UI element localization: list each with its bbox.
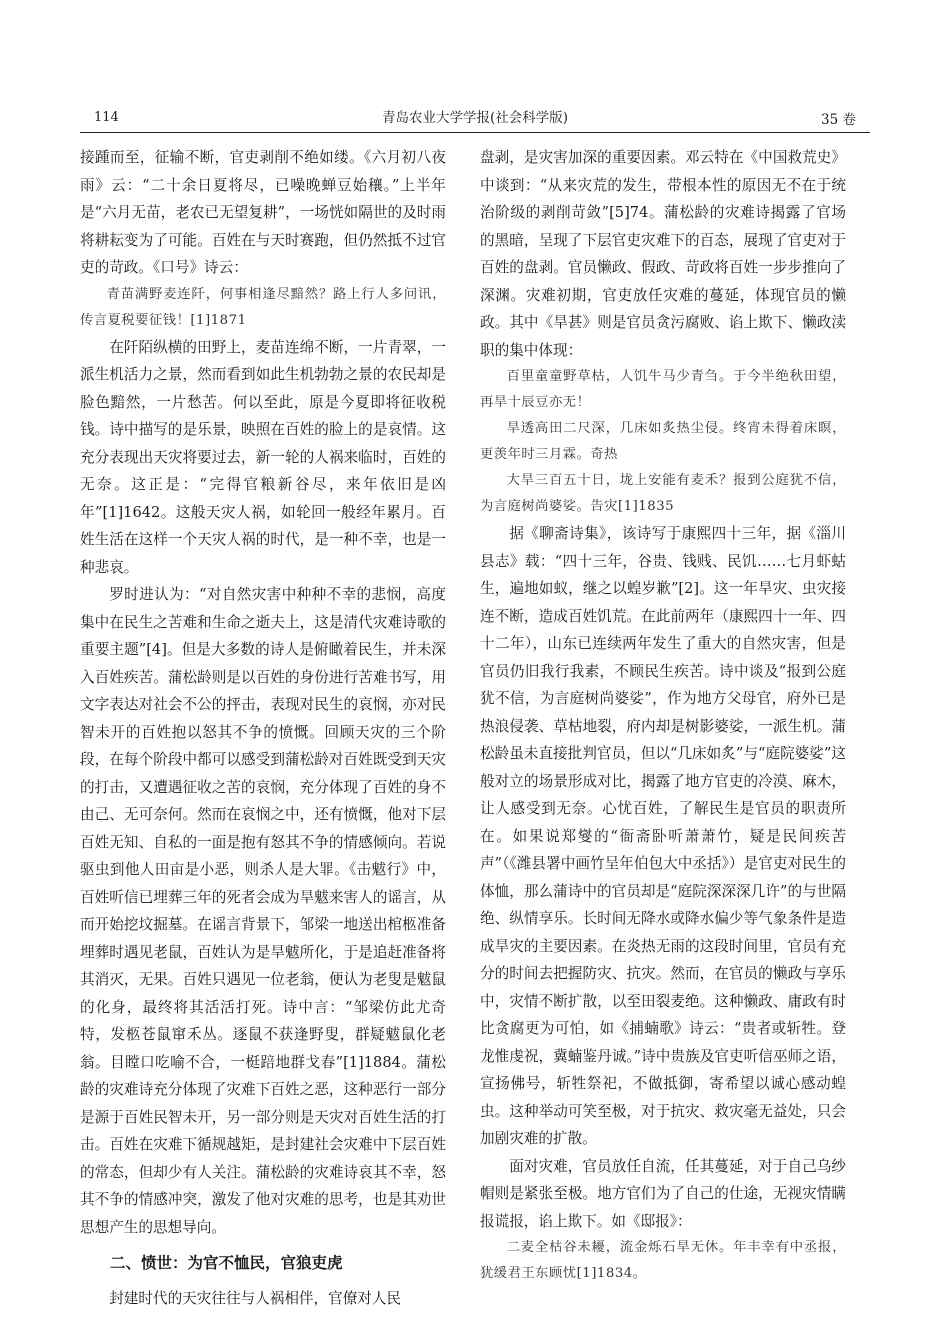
left-column — [80, 144, 446, 1313]
paragraph: 面对灾难，官员放任自流，任其蔓延，对于自己乌纱帽则是紧张至极。地方官们为了自己的仕途，无视灾情瞒报谎报，谄上欺下。如《邸报》： — [480, 1157, 846, 1230]
volume-label: 35 卷 — [821, 112, 856, 128]
paragraph: 封建时代的天灾往往与人祸相伴，官僚对人民 — [109, 1290, 402, 1307]
section-heading: 二、愤世：为官不恤民，官狼吏虎 — [110, 1254, 343, 1272]
poem-quote: 二麦全枯谷未耰，流金烁石旱无休。年丰幸有中丞报，犹缓君王东顾忧[1]1834。 — [480, 1240, 846, 1281]
poem-quote: 百里童童野草枯，人饥牛马少青刍。于今半绝秋田望，再旱十辰豆亦无！ — [480, 369, 846, 410]
journal-title: 青岛农业大学学报(社会科学版) — [381, 110, 569, 126]
poem-quote: 旱透高田二尺深，几床如炙热尘侵。终宵未得着床瞑，更羡年时三月霖。奇热 — [480, 421, 846, 462]
poem-quote: 大旱三百五十日，垅上安能有麦禾？报到公庭犹不信，为言庭树尚婆娑。告灾[1]1835 — [480, 473, 846, 514]
paragraph: 盘剥，是灾害加深的重要因素。邓云特在《中国救荒史》中谈到：“从来灾荒的发生，带根本性的原因无不在于统治阶级的剥削苛敛”[5]74。蒲松龄的灾难诗揭露了官场的黑暗，呈现了下层官吏灾难下的百态，展现了官吏对于百姓的盘剥。官员懒政、假政、苛政将百姓一步步推向了深渊。灾难初期，官吏放任灾难的蔓延，体现官员的懒政。其中《旱甚》则是官员贪污腐败、谄上欺下、懒政渎职的集中体现： — [480, 149, 846, 359]
paragraph: 据《聊斋诗集》，该诗写于康熙四十三年，据《淄川县志》载：“四十三年，谷贵、钱贱、民饥……七月虾蛄生，遍地如蚁，继之以蝗岁歉”[2]。这一年旱灾、虫灾接连不断，造成百姓饥荒。在此前两年（康熙四十一年、四十二年），山东已连续两年发生了重大的自然灾害，但是官员仍旧我行我素，不顾民生疾苦。诗中谈及“报到公庭犹不信，为言庭树尚婆娑”，作为地方父母官，府外已是热浪侵袭、草枯地裂，府内却是树影婆娑，一派生机。蒲松龄虽未直接批判官员，但以“几床如炙”与“庭院婆娑”这般对立的场景形成对比，揭露了地方官吏的冷漠、麻木，让人感受到无奈。心忧百姓，了解民生是官员的职责所在。如果说郑燮的“衙斋卧听萧萧竹，疑是民间疾苦声”（《潍县署中画竹呈年伯包大中丞括》）是官吏对民生的体恤，那么蒲诗中的官员却是“庭院深深深几许”的与世隔绝、纵情享乐。长时间无降水或降水偏少等气象条件是造成旱灾的主要因素。在炎热无雨的这段时间里，官员有充分的时间去把握防灾、抗灾。然而，在官员的懒政与享乐中，灾情不断扩散，以至田裂麦绝。这种懒政、庸政有时比贪腐更为可怕，如《捕蝻歌》诗云：“贵者或斩牲。登龙惟虔祝，冀蝻鉴丹诚。”诗中贵族及官吏听信巫师之语，宣扬佛号，斩牲祭祀，不做抵御，寄希望以诚心感动蝗虫。这种举动可笑至极，对于抗灾、救灾毫无益处，只会加剧灾难的扩散。 — [480, 525, 846, 1147]
poem-quote: 青苗满野麦连阡，何事相逢尽黯然？路上行人多问讯，传言夏税要征钱！[1]1871 — [80, 286, 446, 328]
page-number: 114 — [94, 110, 119, 125]
running-header — [80, 104, 870, 133]
paragraph: 罗时进认为：“对自然灾害中种种不幸的悲悯，高度集中在民生之苦难和生命之逝夫上，这是清代灾难诗歌的重要主题”[4]。但是大多数的诗人是俯瞰着民生，并未深入百姓疾苦。蒲松龄则是以百姓的身份进行苦难书写，用文字表达对社会不公的抨击，表现对民生的哀悯，亦对民智未开的百姓抱以怒其不争的愤慨。回顾天灾的三个阶段，在每个阶段中都可以感受到蒲松龄对百姓既受到天灾的打击，又遭遇征收之苦的哀悯，充分体现了百姓的身不由己、无可奈何。然而在哀悯之中，还有愤慨，他对下层百姓无知、自私的一面是抱有怒其不争的情感倾向。若说驱虫到他人田亩是小恶，则杀人是大罪。《击魃行》中，百姓听信已埋葬三年的死者会成为旱魃来害人的谣言，从而开始挖坟掘墓。在谣言背景下，邹梁一地送出棺柩准备埋葬时遇见老鼠，百姓认为是旱魃所化，于是追赶准备将其消灭，无果。百姓只遇见一位老翁，便认为老叟是魃鼠的化身，最终将其活活打死。诗中言：“邹梁仿此尤奇特，发柩苍鼠窜禾丛。逐鼠不获逢野叟，群疑魃鼠化老翁。目瞠口吃喻不合，一梃踣地群戈春”[1]1884。蒲松龄的灾难诗充分体现了灾难下百姓之恶，这种恶行一部分是源于百姓民智未开，另一部分则是天灾对百姓生活的打击。百姓在灾难下循规越矩，是封建社会灾难中下层百姓的常态，但却少有人关注。蒲松龄的灾难诗哀其不幸，怒其不争的情感冲突，激发了他对灾难的思考，也是其劝世思想产生的思想导向。 — [80, 586, 446, 1236]
paragraph: 接踵而至，征输不断，官吏剥削不绝如缕。《六月初八夜雨》云：“二十余日夏将尽，已噪晚蝉豆始穰。”上半年是“六月无苗，老农已无望复耕”，一场恍如隔世的及时雨将耕耘变为了可能。百姓在与天时赛跑，但仍然抵不过官吏的苛政。《口号》诗云： — [80, 149, 446, 276]
right-column — [480, 144, 846, 1287]
paragraph: 在阡陌纵横的田野上，麦苗连绵不断，一片青翠，一派生机活力之景，然而看到如此生机勃勃之景的农民却是脸色黯然，一片愁苦。何以至此，原是今夏即将征收税钱。诗中描写的是乐景，映照在百姓的脸上的是哀情。这充分表现出天灾将要过去，新一轮的人祸来临时，百姓的无奈。这正是：“完得官粮新谷尽，来年依旧是凶年”[1]1642。这般天灾人祸，如轮回一般经年累月。百姓生活在这样一个天灾人祸的时代，是一种不幸，也是一种悲哀。 — [80, 338, 446, 576]
